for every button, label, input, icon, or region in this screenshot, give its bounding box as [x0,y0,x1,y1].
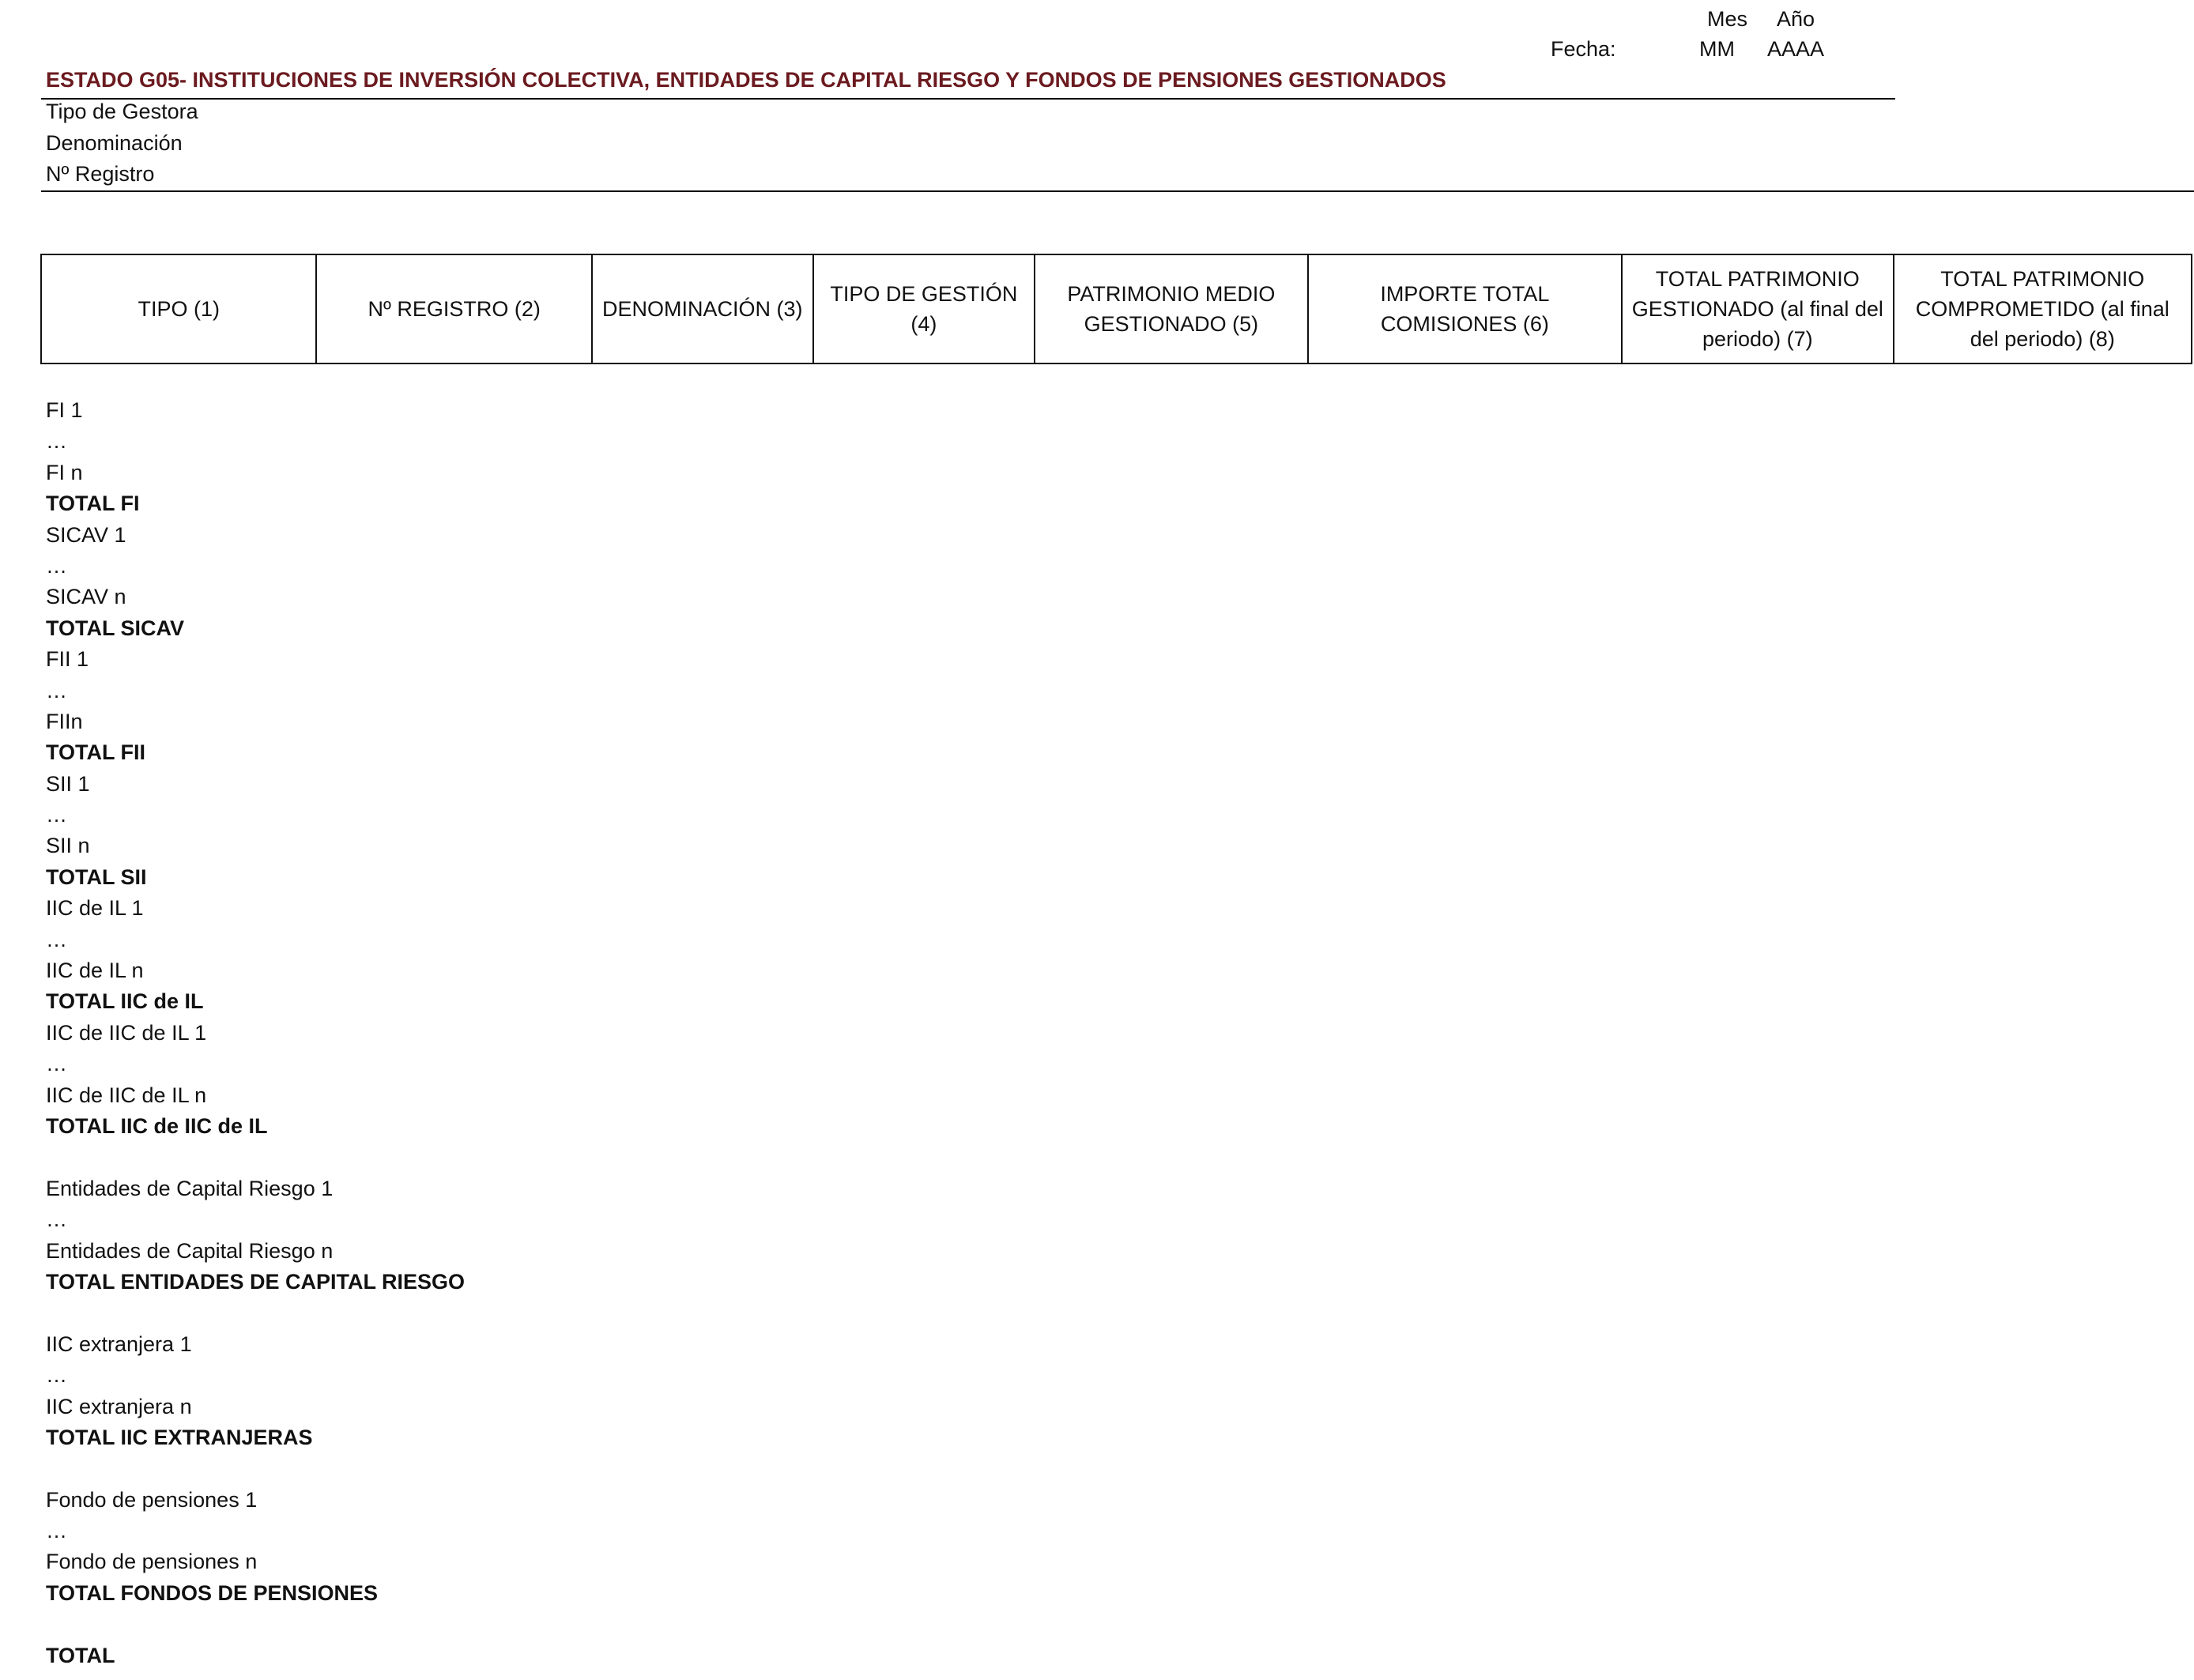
column-header-table [40,254,2192,364]
total-row-label: TOTAL SICAV [46,616,185,640]
total-row-label: TOTAL ENTIDADES DE CAPITAL RIESGO [46,1269,466,1294]
row-label: Fondo de pensiones n [46,1550,258,1574]
column-header: PATRIMONIO MEDIO GESTIONADO (5) [1035,255,1308,363]
total-row-label: TOTAL FONDOS DE PENSIONES [46,1580,379,1605]
row-label: SICAV n [46,585,126,609]
row-label: Entidades de Capital Riesgo n [46,1238,334,1263]
ano-label: Año [1777,7,1815,31]
row-label: SII n [46,834,90,858]
row-label: FI 1 [46,398,83,422]
total-row-label: TOTAL IIC EXTRANJERAS [46,1425,313,1449]
row-label [46,1453,465,1484]
row-label [46,1142,465,1173]
row-label: FII 1 [46,647,89,672]
column-header: TIPO DE GESTIÓN (4) [814,255,1036,363]
registro-label: Nº Registro [46,162,155,186]
row-label-list [46,395,465,1671]
row-label: … [46,803,67,827]
total-row-label: TOTAL FI [46,492,140,516]
row-label: Fondo de pensiones 1 [46,1487,258,1512]
row-label: … [46,553,67,578]
form-title: ESTADO G05- INSTITUCIONES DE INVERSIÓN COLECTIVA, ENTIDADES DE CAPITAL RIESGO Y FONDOS DE PENSIONES GESTIONADOS [46,68,1446,92]
meta-divider [41,190,2194,192]
row-label: … [46,1052,67,1076]
row-label: … [46,1363,67,1388]
title-divider [41,98,1895,100]
ano-value: AAAA [1767,37,1825,61]
fecha-label: Fecha: [1551,37,1616,61]
row-label: … [46,429,67,454]
row-label [46,1298,465,1328]
row-label: IIC de IL n [46,959,144,983]
row-label: FIIn [46,709,83,733]
total-row-label: TOTAL FII [46,740,145,765]
row-label: FI n [46,460,83,484]
row-label: SII 1 [46,771,90,796]
column-header: TOTAL PATRIMONIO GESTIONADO (al final del periodo) (7) [1623,255,1894,363]
row-label: … [46,678,67,703]
total-row-label: TOTAL SII [46,864,147,889]
row-label: IIC extranjera 1 [46,1332,192,1356]
column-header: TIPO (1) [42,255,317,363]
mes-value: MM [1699,37,1735,61]
total-row-label: TOTAL IIC de IL [46,989,204,1014]
row-label: IIC de IIC de IL n [46,1083,207,1107]
row-label: Entidades de Capital Riesgo 1 [46,1176,334,1200]
column-header: IMPORTE TOTAL COMISIONES (6) [1309,255,1623,363]
mes-label: Mes [1707,7,1748,31]
total-row-label: TOTAL [46,1643,115,1667]
row-label: … [46,1207,67,1232]
row-label: … [46,1519,67,1543]
column-header: DENOMINACIÓN (3) [593,255,814,363]
denominacion-label: Denominación [46,131,183,155]
total-row-label: TOTAL IIC de IIC de IL [46,1113,268,1138]
row-label: SICAV 1 [46,522,126,547]
row-label [46,1609,465,1640]
row-label: … [46,927,67,951]
column-header: Nº REGISTRO (2) [317,255,592,363]
tipo-gestora-label: Tipo de Gestora [46,100,198,123]
row-label: IIC extranjera n [46,1394,192,1418]
row-label: IIC de IL 1 [46,896,144,921]
column-header: TOTAL PATRIMONIO COMPROMETIDO (al final del periodo) (8) [1915,267,2169,351]
row-label: IIC de IIC de IL 1 [46,1020,207,1045]
